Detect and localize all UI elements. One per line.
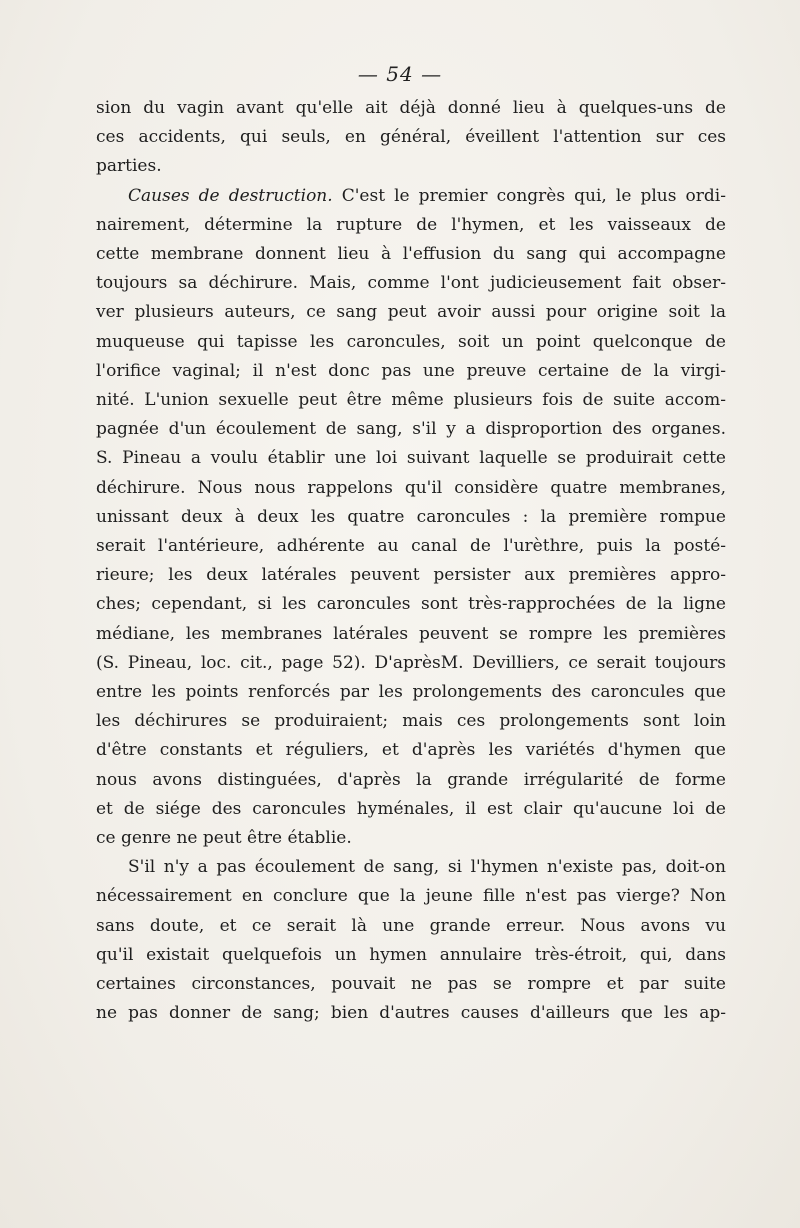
text-line: ches; cependant, si les caroncules sont très-rapprochées de la ligne (96, 594, 726, 615)
text-line: certaines circonstances, pouvait ne pas se rompre et par suite (96, 974, 726, 995)
text-line: nous avons distinguées, d'après la grande irrégularité de forme (96, 769, 726, 790)
text-line: muqueuse qui tapisse les caroncules, soit un point quelconque de (96, 331, 726, 352)
text-line: nécessairement en conclure que la jeune fille n'est pas vierge? Non (96, 886, 726, 907)
text-line: ce genre ne peut être établie. (96, 828, 352, 849)
page-number: — 54 — (357, 62, 443, 86)
text-line: unissant deux à deux les quatre caroncules : la première rompue (96, 506, 726, 527)
text-line: entre les points renforcés par les prolongements des caroncules que (96, 682, 726, 703)
text-fragment: C'est le premier congrès qui, le plus ordi- (332, 185, 726, 206)
text-line: médiane, les membranes latérales peuvent se rompre les premières (96, 623, 726, 644)
section-heading: Causes de destruction. (128, 185, 333, 206)
text-line: l'orifice vaginal; il n'est donc pas une preuve certaine de la virgi- (96, 360, 726, 381)
text-line: ces accidents, qui seuls, en général, éveillent l'attention sur ces (96, 127, 726, 148)
text-line: toujours sa déchirure. Mais, comme l'ont judicieusement fait obser- (96, 273, 726, 294)
text-line: et de siége des caroncules hyménales, il est clair qu'aucune loi de (96, 798, 726, 819)
text-line: nairement, détermine la rupture de l'hymen, et les vaisseaux de (96, 214, 726, 235)
text-line: cette membrane donnent lieu à l'effusion du sang qui accompagne (96, 244, 726, 265)
text-line: sion du vagin avant qu'elle ait déjà donné lieu à quelques-uns de (96, 98, 726, 118)
text-line: les déchirures se produiraient; mais ces prolongements sont loin (96, 711, 726, 732)
text-line: ver plusieurs auteurs, ce sang peut avoir aussi pour origine soit la (96, 302, 726, 323)
text-line: d'être constants et réguliers, et d'après les variétés d'hymen que (96, 740, 726, 761)
text-line: nité. L'union sexuelle peut être même plusieurs fois de suite accom- (96, 390, 726, 411)
text-line: qu'il existait quelquefois un hymen annulaire très-étroit, qui, dans (96, 944, 726, 965)
text-line: déchirure. Nous nous rappelons qu'il considère quatre membranes, (96, 477, 726, 498)
text-line: rieure; les deux latérales peuvent persister aux premières appro- (96, 565, 726, 586)
text-line: S'il n'y a pas écoulement de sang, si l'hymen n'existe pas, doit-on (128, 857, 726, 878)
text-line: S. Pineau a voulu établir une loi suivant laquelle se produirait cette (96, 448, 726, 469)
text-line: pagnée d'un écoulement de sang, s'il y a disproportion des organes. (96, 419, 726, 440)
text-line (96, 182, 726, 211)
text-line: ne pas donner de sang; bien d'autres causes d'ailleurs que les ap- (96, 1003, 726, 1024)
text-line: parties. (96, 156, 162, 177)
page-body (96, 94, 726, 1029)
text-line: sans doute, et ce serait là une grande erreur. Nous avons vu (96, 915, 726, 936)
text-line: serait l'antérieure, adhérente au canal de l'urèthre, puis la posté- (96, 536, 726, 557)
text-line: (S. Pineau, loc. cit., page 52). D'aprèsM. Devilliers, ce serait toujours (96, 652, 726, 673)
